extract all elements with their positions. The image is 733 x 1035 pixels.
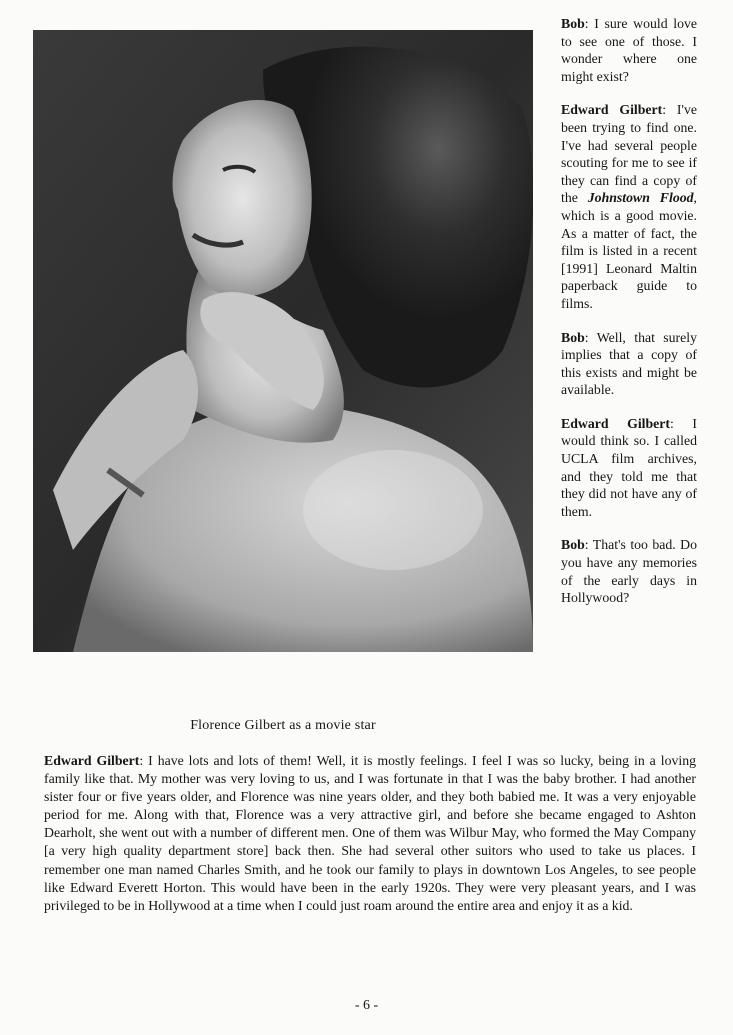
dialogue-answer [561, 415, 697, 521]
photo-caption: Florence Gilbert as a movie star [190, 718, 376, 733]
portrait-photo-icon [33, 30, 533, 652]
dialogue-text: : I've been trying to find one. I've had several people scouting for me to see if they can find a copy of the [561, 102, 697, 206]
speaker-name: Edward Gilbert [44, 753, 140, 768]
dialogue-text: : That's too bad. Do you have any memories of the early days in Hollywood? [561, 537, 697, 606]
dialogue-text: : I sure would love to see one of those. I wonder where one might exist? [561, 16, 697, 84]
dialogue-question [561, 15, 697, 85]
dialogue-answer [44, 752, 696, 915]
speaker-name: Edward Gilbert [561, 102, 663, 118]
sidebar-dialogue [561, 15, 697, 623]
main-body-text [44, 752, 696, 915]
film-title: Johnstown Flood [587, 190, 694, 206]
speaker-name: Bob [561, 329, 585, 345]
speaker-name: Bob [561, 537, 585, 553]
dialogue-question [561, 329, 697, 399]
dialogue-text: , which is a good movie. As a matter of fact, the film is listed in a recent [1991] Leonard Maltin paperback guide to films. [561, 190, 697, 311]
speaker-name: Edward Gilbert [561, 415, 670, 431]
dialogue-text: : Well, that surely implies that a copy of this exists and might be available. [561, 329, 697, 398]
speaker-name: Bob [561, 16, 585, 31]
dialogue-text: : I would think so. I called UCLA film archives, and they told me that they did not have any of them. [561, 415, 697, 519]
page-number: - 6 - [354, 998, 379, 1013]
dialogue-question [561, 536, 697, 606]
portrait-photo [33, 30, 533, 652]
dialogue-answer [561, 101, 697, 312]
dialogue-text: : I have lots and lots of them! Well, it is mostly feelings. I feel I was so lucky, being in a loving family like that. My mother was very loving to us, and I was fortunate in that I was the baby brother. I had another sister four or five years older, and Florence was nine years older, and they both babied me. It was a very enjoyable period for me. Along with that, Florence was a very attractive girl, and before she became engaged to Ashton Dearholt, she went out with a number of different men. One of them was Wilbur May, who formed the May Company [a very high quality department store] back then. She had several other suitors who used to take us places. I remember one man named Charles Smith, and he took our family to plays in downtown Los Angeles, to see people like Edward Everett Horton. This would have been in the early 1920s. They were very pleasant years, and I was privileged to be in Hollywood at a time when I could just roam around the entire area and enjoy it as a kid. [44, 753, 696, 913]
